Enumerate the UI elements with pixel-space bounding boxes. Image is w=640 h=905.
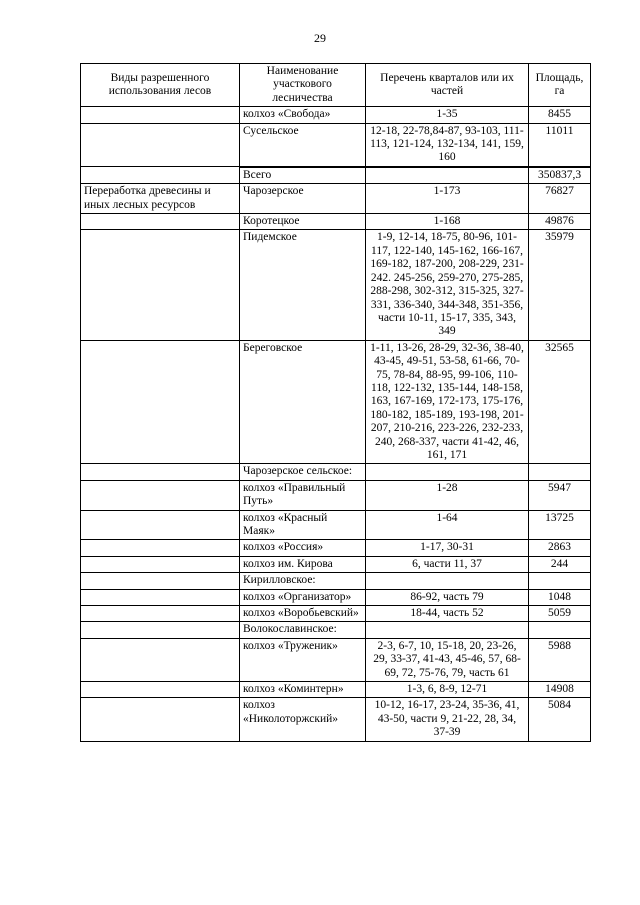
table-row	[81, 540, 591, 556]
quarters-cell: 1-9, 12-14, 18-75, 80-96, 101-117, 122-140, 145-162, 166-167, 169-182, 187-200, 208-229, 231-242. 245-256, 259-270, 275-285, 288-298, 302-312, 315-325, 327-331, 336-340, 344-348, 351-356, части 10-11, 15-17, 335, 343, 349	[366, 230, 529, 340]
area-cell: 5084	[529, 698, 591, 741]
quarters-cell: 2-3, 6-7, 10, 15-18, 20, 23-26, 29, 33-37, 41-43, 45-46, 57, 68-69, 72, 75-76, 79, часть 61	[366, 638, 529, 681]
use-cell: Переработка древесины и иных лесных ресурсов	[81, 184, 240, 214]
table-body	[81, 107, 591, 741]
forestry-name-cell: колхоз «Свобода»	[240, 107, 366, 123]
use-cell	[81, 510, 240, 540]
table-row	[81, 167, 591, 184]
header-use: Виды разрешенного использования лесов	[81, 64, 240, 107]
quarters-cell: 1-64	[366, 510, 529, 540]
use-cell	[81, 464, 240, 480]
forestry-name-cell: колхоз «Правильный Путь»	[240, 480, 366, 510]
quarters-cell	[366, 622, 529, 638]
use-cell	[81, 606, 240, 622]
forestry-name-cell: колхоз «Николоторжский»	[240, 698, 366, 741]
use-cell	[81, 480, 240, 510]
quarters-cell: 1-173	[366, 184, 529, 214]
area-cell: 8455	[529, 107, 591, 123]
quarters-cell: 1-168	[366, 214, 529, 230]
quarters-cell	[366, 464, 529, 480]
forestry-name-cell: Всего	[240, 167, 366, 184]
forestry-name-cell: Коротецкое	[240, 214, 366, 230]
use-cell	[81, 123, 240, 167]
area-cell: 5947	[529, 480, 591, 510]
table-row	[81, 606, 591, 622]
quarters-cell: 1-3, 6, 8-9, 12-71	[366, 682, 529, 698]
use-cell	[81, 540, 240, 556]
area-cell: 1048	[529, 589, 591, 605]
area-cell: 49876	[529, 214, 591, 230]
use-cell	[81, 167, 240, 184]
table-row	[81, 184, 591, 214]
area-cell	[529, 464, 591, 480]
area-cell	[529, 622, 591, 638]
area-cell: 5988	[529, 638, 591, 681]
quarters-cell: 1-17, 30-31	[366, 540, 529, 556]
use-cell	[81, 340, 240, 464]
forestry-name-cell: Пидемское	[240, 230, 366, 340]
forestry-name-cell: колхоз «Труженик»	[240, 638, 366, 681]
table-row	[81, 480, 591, 510]
area-cell: 11011	[529, 123, 591, 167]
quarters-cell: 1-28	[366, 480, 529, 510]
forestry-name-cell: Береговское	[240, 340, 366, 464]
quarters-cell	[366, 167, 529, 184]
use-cell	[81, 107, 240, 123]
header-forestry: Наименование участкового лесничества	[240, 64, 366, 107]
use-cell	[81, 698, 240, 741]
table-row	[81, 230, 591, 340]
forestry-name-cell: колхоз «Красный Маяк»	[240, 510, 366, 540]
area-cell	[529, 573, 591, 589]
table-row	[81, 589, 591, 605]
table-row	[81, 682, 591, 698]
table-row	[81, 464, 591, 480]
forestry-name-cell: Чарозерское	[240, 184, 366, 214]
forestry-name-cell: колхоз «Россия»	[240, 540, 366, 556]
table-row	[81, 123, 591, 167]
area-cell: 350837,3	[529, 167, 591, 184]
use-cell	[81, 214, 240, 230]
forestry-name-cell: колхоз «Коминтерн»	[240, 682, 366, 698]
forestry-name-cell: Сусельское	[240, 123, 366, 167]
quarters-cell	[366, 573, 529, 589]
use-cell	[81, 622, 240, 638]
use-cell	[81, 638, 240, 681]
table-row	[81, 638, 591, 681]
use-cell	[81, 573, 240, 589]
table-row	[81, 510, 591, 540]
header-quarters: Перечень кварталов или их частей	[366, 64, 529, 107]
quarters-cell: 1-11, 13-26, 28-29, 32-36, 38-40, 43-45, 49-51, 53-58, 61-66, 70-75, 78-84, 88-95, 99-106, 110-118, 122-132, 135-144, 148-158, 163, 167-169, 172-173, 175-176, 180-182, 185-189, 193-198, 201-207, 210-216, 223-226, 232-233, 240, 268-337, части 41-42, 46, 161, 171	[366, 340, 529, 464]
area-cell: 32565	[529, 340, 591, 464]
forestry-name-cell: Волокославинское:	[240, 622, 366, 638]
forestry-name-cell: колхоз «Организатор»	[240, 589, 366, 605]
use-cell	[81, 589, 240, 605]
table-row	[81, 340, 591, 464]
area-cell: 14908	[529, 682, 591, 698]
quarters-cell: 86-92, часть 79	[366, 589, 529, 605]
area-cell: 5059	[529, 606, 591, 622]
table-row	[81, 622, 591, 638]
quarters-cell: 12-18, 22-78,84-87, 93-103, 111-113, 121-124, 132-134, 141, 159, 160	[366, 123, 529, 167]
forest-use-table	[80, 63, 591, 742]
table-row	[81, 556, 591, 572]
area-cell: 35979	[529, 230, 591, 340]
table-header-row	[81, 64, 591, 107]
quarters-cell: 1-35	[366, 107, 529, 123]
table-row	[81, 107, 591, 123]
use-cell	[81, 556, 240, 572]
forestry-name-cell: колхоз им. Кирова	[240, 556, 366, 572]
area-cell: 2863	[529, 540, 591, 556]
area-cell: 244	[529, 556, 591, 572]
area-cell: 76827	[529, 184, 591, 214]
table-row	[81, 573, 591, 589]
use-cell	[81, 230, 240, 340]
table-row	[81, 214, 591, 230]
area-cell: 13725	[529, 510, 591, 540]
use-cell	[81, 682, 240, 698]
quarters-cell: 10-12, 16-17, 23-24, 35-36, 41, 43-50, части 9, 21-22, 28, 34, 37-39	[366, 698, 529, 741]
page-number: 29	[314, 31, 326, 45]
quarters-cell: 18-44, часть 52	[366, 606, 529, 622]
forestry-name-cell: Чарозерское сельское:	[240, 464, 366, 480]
header-area: Площадь, га	[529, 64, 591, 107]
quarters-cell: 6, части 11, 37	[366, 556, 529, 572]
forestry-name-cell: Кирилловское:	[240, 573, 366, 589]
table-row	[81, 698, 591, 741]
forestry-name-cell: колхоз «Воробьевский»	[240, 606, 366, 622]
